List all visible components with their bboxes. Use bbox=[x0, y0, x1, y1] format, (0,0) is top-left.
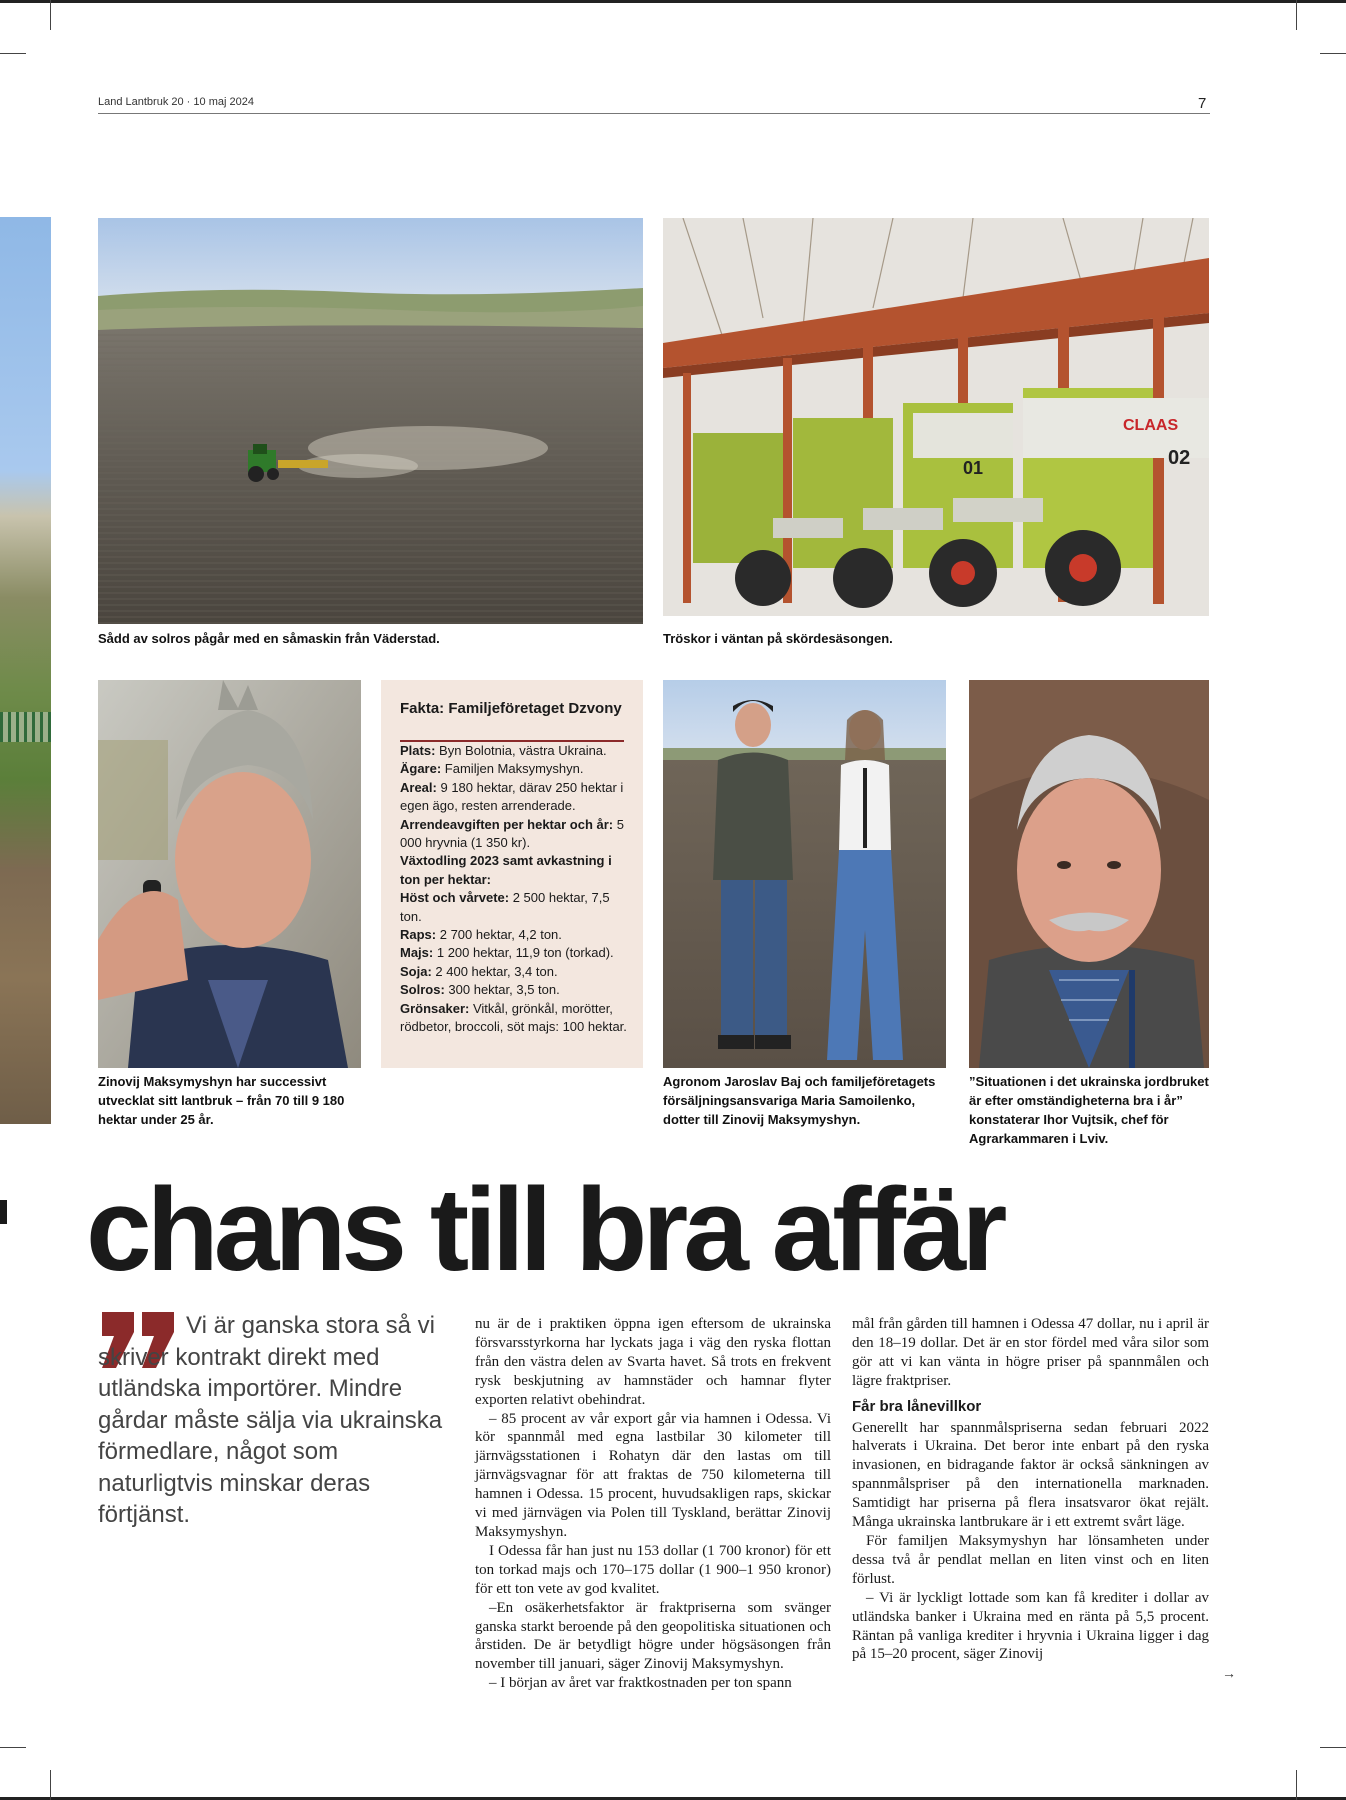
fact-label: Solros: bbox=[400, 982, 445, 998]
fact-label: Majs: bbox=[400, 945, 434, 961]
article-paragraph: –En osäkerhetsfaktor är fraktpriserna som svänger ganska starkt beroende på den geopolitiska situationen och årstiden. De är betydligt högre under högsäsongen från november till januari, säger Zinovij Maksymyshyn. bbox=[475, 1599, 831, 1673]
fact-label: Raps: bbox=[400, 927, 437, 943]
photo-agronom-and-daughter bbox=[663, 680, 946, 1068]
fact-box-body bbox=[400, 742, 632, 1037]
fact-row bbox=[400, 981, 632, 999]
caption-agronom: Agronom Jaroslav Baj och familjeföretagets försäljningsansvariga Maria Samoilenko, dotter till Zinovij Maksymyshyn. bbox=[663, 1074, 936, 1127]
claas-logo: CLAAS bbox=[1123, 417, 1179, 434]
caption-combines: Tröskor i väntan på skördesäsongen. bbox=[663, 631, 893, 646]
article-paragraph: nu är de i praktiken öppna igen eftersom de ukrainska försvarsstyrkorna har lyckats jaga i väg den ryska flottan från den västra delen av Svarta havet. Så trots en frekvent rysk beskjutning av hamnstäder och hamnar flyter exporten relativt obehindrat. bbox=[475, 1316, 831, 1408]
fact-value: 5 000 hryvnia (1 350 kr). bbox=[400, 816, 624, 851]
fact-row bbox=[400, 1000, 632, 1037]
crop-mark bbox=[0, 53, 26, 54]
combines-image bbox=[663, 218, 1209, 616]
photo-combines bbox=[663, 218, 1209, 616]
crop-mark bbox=[1296, 1770, 1297, 1800]
fact-value: Familjen Maksymyshyn. bbox=[441, 761, 584, 777]
article-paragraph: I Odessa får han just nu 153 dollar (1 700 kronor) för ett ton torkad majs och 170–175 dollar (1 900–1 950 kronor) för ett ton vete av god kvalitet. bbox=[475, 1542, 831, 1597]
photo-sowing-field bbox=[98, 218, 643, 624]
combine-number: 01 bbox=[963, 458, 984, 478]
crop-mark bbox=[1296, 0, 1297, 30]
fact-row bbox=[400, 889, 632, 926]
fact-value: Vitkål, grönkål, morötter, rödbetor, broccoli, söt majs: 100 hektar. bbox=[400, 1000, 627, 1035]
fact-label: Areal: bbox=[400, 779, 437, 795]
article-paragraph: – Vi är lyckligt lottade som kan få krediter i dollar av utländska banker i Ukraina med en ränta på 5,5 procent. Räntan på vanliga krediter i hryvnia i Ukraina ligger i dag på 15–20 procent, säger Zinovij bbox=[852, 1589, 1209, 1663]
fact-row bbox=[400, 852, 632, 889]
fact-label: Soja: bbox=[400, 963, 432, 979]
fact-box bbox=[381, 680, 643, 1068]
caption-ihor: ”Situationen i det ukrainska jordbruket är efter omständigheterna bra i år” konstaterar Ihor Vujtsik, chef för Agrarkammaren i Lviv. bbox=[969, 1074, 1209, 1146]
fact-row bbox=[400, 944, 632, 962]
sowing-field-image bbox=[98, 218, 643, 624]
headline-fragment-left bbox=[0, 1200, 7, 1224]
fact-value: 300 hektar, 3,5 ton. bbox=[444, 982, 560, 998]
photo-zinovij bbox=[98, 680, 361, 1068]
caption-sowing: Sådd av solros pågår med en såmaskin från Väderstad. bbox=[98, 631, 440, 646]
crop-mark bbox=[50, 1770, 51, 1800]
agronom-photo bbox=[663, 680, 946, 1068]
ihor-portrait bbox=[969, 680, 1209, 1068]
article-subhead: Får bra lånevillkor bbox=[852, 1397, 982, 1415]
fact-row bbox=[400, 742, 632, 760]
combine-number: 02 bbox=[1168, 447, 1191, 469]
fact-value: 2 700 hektar, 4,2 ton. bbox=[436, 927, 562, 943]
header-rule bbox=[98, 113, 1210, 114]
fact-label: Ägare: bbox=[400, 761, 442, 777]
fact-value: 1 200 hektar, 11,9 ton (torkad). bbox=[433, 945, 614, 961]
headline: chans till bra affär bbox=[86, 1164, 1003, 1296]
fact-row bbox=[400, 760, 632, 778]
article-paragraph: För familjen Maksymyshyn har lönsamheten under dessa två år pendlat mellan en liten vinst och en liten förlust. bbox=[852, 1532, 1209, 1587]
fact-label: Höst och vårvete: bbox=[400, 890, 510, 906]
publication-line: Land Lantbruk 20 · 10 maj 2024 bbox=[98, 96, 254, 108]
pull-quote bbox=[98, 1310, 453, 1531]
article-paragraph: Generellt har spannmålspriserna sedan februari 2022 halverats i Ukraina. Det beror inte enbart på den ryska invasionen, en bidragande faktor är också sänkningen av spannmålspriser på den internationella marknaden. Samtidigt har priserna på flera insatsvaror ökat rejält. Många ukrainska lantbrukare är i ett extremt svårt läge. bbox=[852, 1419, 1209, 1531]
crop-mark bbox=[1320, 1747, 1346, 1748]
fact-row bbox=[400, 779, 632, 816]
fact-value: 9 180 hektar, därav 250 hektar i egen ägo, resten arrenderade. bbox=[400, 779, 624, 814]
article-paragraph: mål från gården till hamnen i Odessa 47 dollar, nu i april är den 18–19 dollar. Det är en stor fördel med våra silor som gör att vi kan vänta in högre priser på spannmålen och lägre fraktpriser. bbox=[852, 1316, 1209, 1389]
fact-value: 2 400 hektar, 3,4 ton. bbox=[431, 963, 558, 979]
continue-arrow-icon: → bbox=[1222, 1665, 1236, 1681]
page-top-border bbox=[0, 0, 1346, 3]
crop-mark bbox=[0, 1747, 26, 1748]
fact-row bbox=[400, 816, 632, 853]
pull-quote-text: Vi är ganska stora så vi skriver kontrakt direkt med utländska importörer. Mindre gårdar måste sälja via ukrainska förmedlare, något som naturligtvis minskar deras förtjänst. bbox=[98, 1312, 443, 1528]
fact-value: 2 500 hektar, 7,5 ton. bbox=[400, 890, 610, 924]
caption-zinovij: Zinovij Maksymyshyn har successivt utvecklat sitt lantbruk – från 70 till 9 180 hektar under 25 år. bbox=[98, 1074, 345, 1127]
fact-label: Arrendeavgiften per hektar och år: bbox=[400, 816, 614, 832]
fact-value: Byn Bolotnia, västra Ukraina. bbox=[435, 743, 607, 758]
article-column-1 bbox=[475, 1315, 831, 1693]
zinovij-portrait bbox=[98, 680, 361, 1068]
crop-mark bbox=[1320, 53, 1346, 54]
fact-label: Grönsaker: bbox=[400, 1000, 470, 1016]
crop-mark bbox=[50, 0, 51, 30]
adjacent-page-photo-strip bbox=[0, 217, 51, 1124]
article-column-2 bbox=[852, 1315, 1209, 1664]
fact-box-title: Fakta: Familjeföretaget Dzvony bbox=[400, 700, 622, 717]
fact-row bbox=[400, 926, 632, 944]
photo-ihor bbox=[969, 680, 1209, 1068]
article-paragraph: – I början av året var fraktkostnaden per ton spann bbox=[489, 1675, 792, 1692]
adjacent-page-fence bbox=[0, 712, 51, 742]
fact-row bbox=[400, 963, 632, 981]
page-number: 7 bbox=[1198, 95, 1207, 112]
article-paragraph: – 85 procent av vår export går via hamnen i Odessa. Vi kör spannmål med egna lastbilar 30 kilometer till järnvägsstationen i Rohatyn där den lastas om till järnvägsvagnar för att fraktas de 750 kilometerna till hamnen i Odessa. 15 procent, huvudsakligen raps, skickar vi med järnvägen via Polen till Tyskland, berättar Zinovij Maksymyshyn. bbox=[475, 1410, 831, 1540]
fact-label: Plats: bbox=[400, 743, 436, 758]
fact-label: Växtodling 2023 samt avkastning i ton per hektar: bbox=[400, 853, 612, 887]
